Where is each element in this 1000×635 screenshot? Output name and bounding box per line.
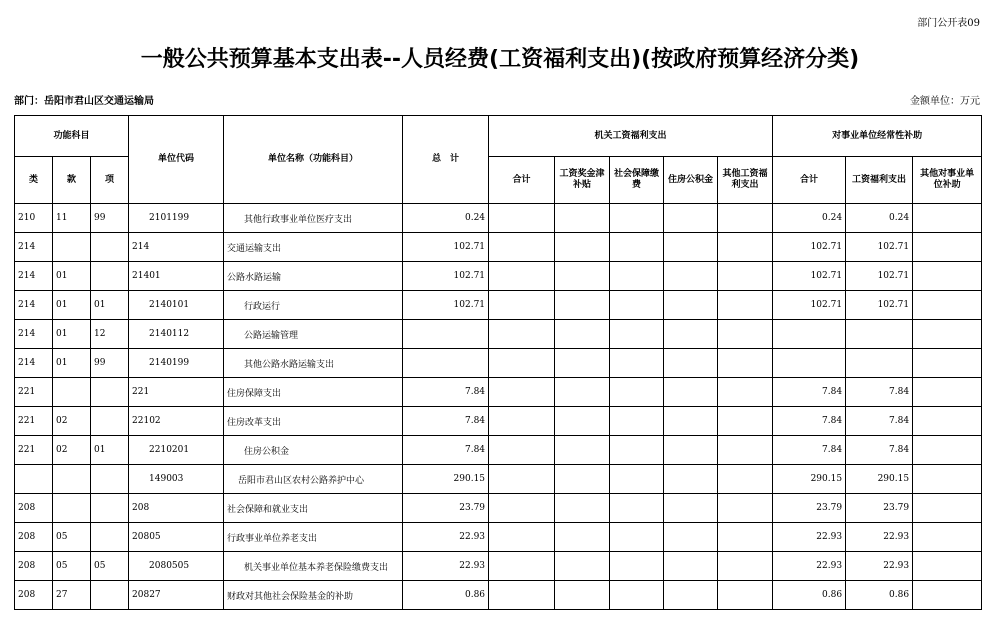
cell-code: 2101199 — [129, 204, 224, 233]
cell-lei: 208 — [15, 552, 53, 581]
cell-org-housing — [664, 465, 718, 494]
cell-org-social — [610, 523, 664, 552]
cell-name: 住房改革支出 — [224, 407, 403, 436]
header-org-social: 社会保障缴费 — [610, 157, 664, 204]
cell-org-social — [610, 436, 664, 465]
cell-sub-subtotal: 7.84 — [773, 378, 846, 407]
cell-org-bonus — [555, 262, 610, 291]
table-row — [15, 262, 982, 291]
amount-unit-label: 金额单位：万元 — [910, 96, 980, 107]
cell-org-subtotal — [489, 436, 555, 465]
cell-sub-other — [913, 552, 982, 581]
cell-sub-other — [913, 407, 982, 436]
table-row — [15, 523, 982, 552]
cell-xiang: 05 — [91, 552, 129, 581]
cell-org-subtotal — [489, 523, 555, 552]
cell-org-other — [718, 407, 773, 436]
cell-org-housing — [664, 262, 718, 291]
cell-sub-other — [913, 349, 982, 378]
cell-sub-wage: 22.93 — [846, 523, 913, 552]
cell-xiang: 12 — [91, 320, 129, 349]
header-lei: 类 — [15, 157, 53, 204]
cell-sub-subtotal — [773, 320, 846, 349]
cell-org-other — [718, 436, 773, 465]
cell-sub-other — [913, 436, 982, 465]
cell-org-social — [610, 262, 664, 291]
cell-lei: 214 — [15, 320, 53, 349]
table-row — [15, 349, 982, 378]
cell-org-bonus — [555, 349, 610, 378]
cell-kuan: 01 — [53, 320, 91, 349]
cell-total — [403, 320, 489, 349]
cell-lei: 221 — [15, 407, 53, 436]
cell-total: 290.15 — [403, 465, 489, 494]
cell-org-bonus — [555, 378, 610, 407]
cell-kuan: 02 — [53, 407, 91, 436]
cell-total: 102.71 — [403, 291, 489, 320]
cell-sub-wage: 0.24 — [846, 204, 913, 233]
cell-sub-other — [913, 233, 982, 262]
cell-total: 22.93 — [403, 552, 489, 581]
cell-code: 149003 — [129, 465, 224, 494]
cell-sub-other — [913, 262, 982, 291]
cell-org-social — [610, 552, 664, 581]
cell-code: 221 — [129, 378, 224, 407]
cell-sub-other — [913, 320, 982, 349]
header-unit-name: 单位名称（功能科目） — [224, 116, 403, 204]
cell-lei: 221 — [15, 436, 53, 465]
cell-org-housing — [664, 378, 718, 407]
cell-sub-subtotal: 7.84 — [773, 436, 846, 465]
cell-org-bonus — [555, 494, 610, 523]
header-func-subject: 功能科目 — [15, 116, 129, 157]
cell-lei: 210 — [15, 204, 53, 233]
cell-sub-other — [913, 291, 982, 320]
cell-org-social — [610, 407, 664, 436]
cell-sub-other — [913, 581, 982, 610]
header-org-subtotal: 合计 — [489, 157, 555, 204]
cell-org-social — [610, 581, 664, 610]
cell-xiang — [91, 262, 129, 291]
cell-sub-wage — [846, 349, 913, 378]
cell-name: 交通运输支出 — [224, 233, 403, 262]
cell-org-subtotal — [489, 233, 555, 262]
cell-org-bonus — [555, 233, 610, 262]
cell-lei: 214 — [15, 233, 53, 262]
cell-total — [403, 349, 489, 378]
cell-name: 行政事业单位养老支出 — [224, 523, 403, 552]
cell-xiang — [91, 233, 129, 262]
cell-kuan: 05 — [53, 523, 91, 552]
cell-kuan: 11 — [53, 204, 91, 233]
cell-sub-wage: 290.15 — [846, 465, 913, 494]
cell-xiang — [91, 407, 129, 436]
table-row — [15, 378, 982, 407]
budget-table — [14, 115, 982, 610]
cell-org-housing — [664, 320, 718, 349]
cell-sub-wage: 102.71 — [846, 291, 913, 320]
department-label: 部门：岳阳市君山区交通运输局 — [14, 96, 154, 107]
header-org-group: 机关工资福利支出 — [489, 116, 773, 157]
header-xiang: 项 — [91, 157, 129, 204]
cell-code: 20827 — [129, 581, 224, 610]
cell-kuan — [53, 494, 91, 523]
cell-org-subtotal — [489, 494, 555, 523]
cell-org-bonus — [555, 407, 610, 436]
cell-org-housing — [664, 552, 718, 581]
cell-xiang — [91, 523, 129, 552]
header-total: 总 计 — [403, 116, 489, 204]
cell-org-housing — [664, 436, 718, 465]
cell-org-subtotal — [489, 378, 555, 407]
cell-org-housing — [664, 349, 718, 378]
cell-org-subtotal — [489, 552, 555, 581]
cell-org-other — [718, 552, 773, 581]
cell-org-housing — [664, 291, 718, 320]
cell-code: 2140199 — [129, 349, 224, 378]
cell-org-subtotal — [489, 349, 555, 378]
cell-lei: 221 — [15, 378, 53, 407]
cell-org-social — [610, 494, 664, 523]
table-number-label: 部门公开表09 — [917, 18, 980, 29]
cell-org-bonus — [555, 581, 610, 610]
cell-kuan: 02 — [53, 436, 91, 465]
cell-code: 2080505 — [129, 552, 224, 581]
cell-sub-wage: 7.84 — [846, 436, 913, 465]
cell-org-bonus — [555, 465, 610, 494]
cell-org-social — [610, 349, 664, 378]
cell-org-other — [718, 233, 773, 262]
cell-total: 22.93 — [403, 523, 489, 552]
cell-sub-subtotal: 22.93 — [773, 523, 846, 552]
cell-org-bonus — [555, 320, 610, 349]
page-title: 一般公共预算基本支出表--人员经费(工资福利支出)(按政府预算经济分类) — [140, 47, 860, 72]
cell-kuan: 05 — [53, 552, 91, 581]
cell-org-other — [718, 494, 773, 523]
cell-sub-wage: 102.71 — [846, 262, 913, 291]
cell-name: 财政对其他社会保险基金的补助 — [224, 581, 403, 610]
cell-org-social — [610, 320, 664, 349]
cell-org-housing — [664, 233, 718, 262]
cell-name: 公路水路运输 — [224, 262, 403, 291]
cell-sub-subtotal: 0.24 — [773, 204, 846, 233]
cell-sub-wage: 7.84 — [846, 407, 913, 436]
cell-kuan — [53, 465, 91, 494]
cell-code: 208 — [129, 494, 224, 523]
cell-sub-wage: 0.86 — [846, 581, 913, 610]
header-unit-code: 单位代码 — [129, 116, 224, 204]
cell-xiang: 99 — [91, 349, 129, 378]
cell-total: 0.86 — [403, 581, 489, 610]
cell-xiang: 01 — [91, 291, 129, 320]
cell-sub-subtotal: 102.71 — [773, 262, 846, 291]
cell-sub-wage: 7.84 — [846, 378, 913, 407]
header-org-housing: 住房公积金 — [664, 157, 718, 204]
cell-org-housing — [664, 494, 718, 523]
cell-lei: 208 — [15, 494, 53, 523]
cell-kuan: 01 — [53, 291, 91, 320]
cell-xiang: 99 — [91, 204, 129, 233]
cell-total: 7.84 — [403, 436, 489, 465]
cell-sub-other — [913, 465, 982, 494]
cell-name: 机关事业单位基本养老保险缴费支出 — [224, 552, 403, 581]
cell-sub-other — [913, 378, 982, 407]
table-row — [15, 465, 982, 494]
cell-name: 社会保障和就业支出 — [224, 494, 403, 523]
cell-org-subtotal — [489, 291, 555, 320]
cell-sub-other — [913, 204, 982, 233]
cell-org-social — [610, 378, 664, 407]
cell-kuan: 01 — [53, 349, 91, 378]
cell-xiang — [91, 494, 129, 523]
cell-sub-other — [913, 523, 982, 552]
header-sub-wage: 工资福利支出 — [846, 157, 913, 204]
cell-org-other — [718, 291, 773, 320]
cell-total: 0.24 — [403, 204, 489, 233]
cell-total: 102.71 — [403, 233, 489, 262]
cell-lei: 214 — [15, 262, 53, 291]
cell-sub-subtotal: 102.71 — [773, 233, 846, 262]
cell-org-subtotal — [489, 262, 555, 291]
cell-code: 2140112 — [129, 320, 224, 349]
cell-org-other — [718, 262, 773, 291]
cell-sub-subtotal: 7.84 — [773, 407, 846, 436]
cell-org-subtotal — [489, 204, 555, 233]
header-kuan: 款 — [53, 157, 91, 204]
cell-org-social — [610, 291, 664, 320]
cell-xiang — [91, 465, 129, 494]
cell-sub-other — [913, 494, 982, 523]
cell-name: 其他公路水路运输支出 — [224, 349, 403, 378]
header-sub-other: 其他对事业单位补助 — [913, 157, 982, 204]
cell-org-other — [718, 320, 773, 349]
cell-org-bonus — [555, 291, 610, 320]
cell-sub-subtotal: 290.15 — [773, 465, 846, 494]
cell-lei: 214 — [15, 349, 53, 378]
cell-org-subtotal — [489, 465, 555, 494]
cell-org-subtotal — [489, 407, 555, 436]
table-row — [15, 552, 982, 581]
cell-org-housing — [664, 407, 718, 436]
cell-xiang: 01 — [91, 436, 129, 465]
cell-org-bonus — [555, 552, 610, 581]
cell-total: 7.84 — [403, 407, 489, 436]
cell-xiang — [91, 581, 129, 610]
cell-name: 行政运行 — [224, 291, 403, 320]
cell-kuan — [53, 378, 91, 407]
cell-sub-subtotal: 102.71 — [773, 291, 846, 320]
cell-org-social — [610, 204, 664, 233]
table-row — [15, 581, 982, 610]
cell-org-other — [718, 465, 773, 494]
cell-lei: 208 — [15, 581, 53, 610]
cell-code: 22102 — [129, 407, 224, 436]
cell-org-other — [718, 349, 773, 378]
cell-sub-wage: 23.79 — [846, 494, 913, 523]
cell-sub-subtotal: 23.79 — [773, 494, 846, 523]
cell-org-subtotal — [489, 320, 555, 349]
header-sub-subtotal: 合计 — [773, 157, 846, 204]
table-row — [15, 494, 982, 523]
cell-name: 住房保障支出 — [224, 378, 403, 407]
cell-total: 102.71 — [403, 262, 489, 291]
cell-code: 2140101 — [129, 291, 224, 320]
cell-sub-subtotal: 0.86 — [773, 581, 846, 610]
cell-code: 20805 — [129, 523, 224, 552]
cell-sub-subtotal — [773, 349, 846, 378]
cell-name: 住房公积金 — [224, 436, 403, 465]
cell-total: 23.79 — [403, 494, 489, 523]
cell-org-other — [718, 581, 773, 610]
cell-name: 岳阳市君山区农村公路养护中心 — [224, 465, 403, 494]
cell-sub-wage: 102.71 — [846, 233, 913, 262]
cell-sub-wage — [846, 320, 913, 349]
cell-kuan — [53, 233, 91, 262]
cell-org-other — [718, 378, 773, 407]
cell-kuan: 27 — [53, 581, 91, 610]
cell-org-housing — [664, 581, 718, 610]
table-row — [15, 291, 982, 320]
cell-org-housing — [664, 523, 718, 552]
cell-org-bonus — [555, 523, 610, 552]
cell-org-bonus — [555, 204, 610, 233]
cell-lei: 214 — [15, 291, 53, 320]
cell-org-other — [718, 204, 773, 233]
cell-sub-subtotal: 22.93 — [773, 552, 846, 581]
cell-org-other — [718, 523, 773, 552]
cell-xiang — [91, 378, 129, 407]
cell-code: 21401 — [129, 262, 224, 291]
cell-total: 7.84 — [403, 378, 489, 407]
cell-kuan: 01 — [53, 262, 91, 291]
cell-lei: 208 — [15, 523, 53, 552]
cell-org-social — [610, 465, 664, 494]
table-row — [15, 320, 982, 349]
cell-org-subtotal — [489, 581, 555, 610]
cell-sub-wage: 22.93 — [846, 552, 913, 581]
table-row — [15, 204, 982, 233]
cell-code: 214 — [129, 233, 224, 262]
header-sub-group: 对事业单位经常性补助 — [773, 116, 982, 157]
cell-org-bonus — [555, 436, 610, 465]
table-row — [15, 233, 982, 262]
cell-code: 2210201 — [129, 436, 224, 465]
cell-name: 公路运输管理 — [224, 320, 403, 349]
table-row — [15, 436, 982, 465]
cell-lei — [15, 465, 53, 494]
cell-name: 其他行政事业单位医疗支出 — [224, 204, 403, 233]
cell-org-housing — [664, 204, 718, 233]
table-row — [15, 407, 982, 436]
cell-org-social — [610, 233, 664, 262]
header-org-bonus: 工资奖金津补贴 — [555, 157, 610, 204]
header-org-other: 其他工资福利支出 — [718, 157, 773, 204]
